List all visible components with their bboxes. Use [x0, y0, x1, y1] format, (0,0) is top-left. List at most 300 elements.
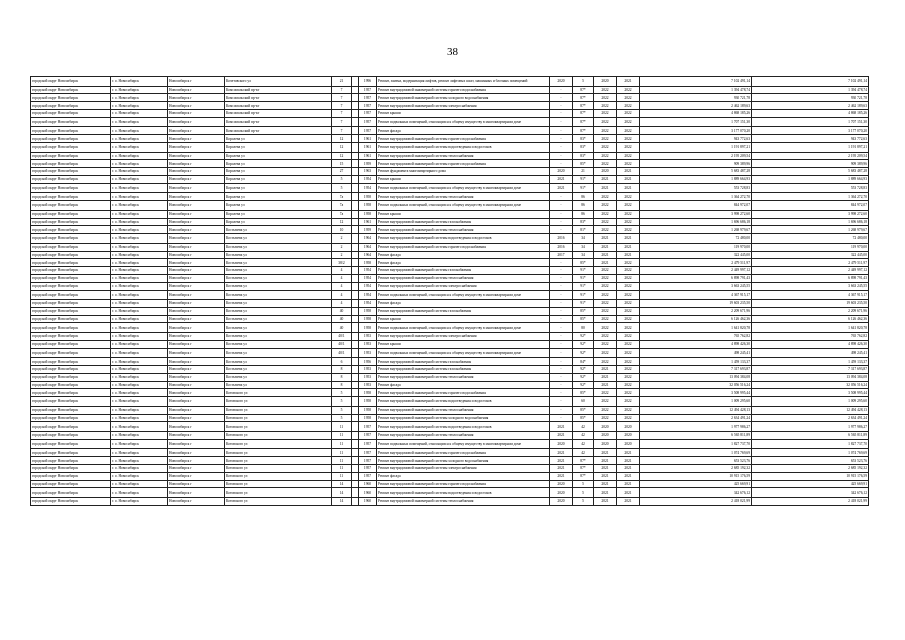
table-row	[31, 389, 869, 397]
cell-work-type: Ремонт крыши	[377, 109, 550, 117]
cell-wear-percent: 84*	[573, 358, 594, 366]
table-row	[31, 251, 869, 259]
cell-street: Костычева ул	[225, 251, 332, 259]
cell-district: г. о. Новосибирск	[111, 414, 168, 422]
cell-end-year: 2022	[617, 282, 640, 290]
cell-cost: 1 191 897,21	[640, 142, 752, 152]
cell-house-number: 4	[332, 267, 352, 275]
table-row	[31, 414, 869, 422]
cell-start-year: 2022	[594, 109, 617, 117]
cell-district: г. о. Новосибирск	[111, 243, 168, 251]
cell-building	[352, 127, 359, 135]
cell-start-year: 2022	[594, 315, 617, 323]
cell-plan-year: 2020	[550, 168, 573, 176]
cell-start-year: 2020	[594, 439, 617, 449]
cell-city: Новосибирск г	[168, 290, 225, 300]
cell-end-year: 2022	[617, 117, 640, 127]
cell-total-cost: 1 977 986,27	[752, 422, 869, 432]
cell-wear-percent: 87*	[573, 457, 594, 465]
cell-total-cost: 2 209 671,96	[752, 307, 869, 315]
cell-end-year: 2021	[617, 449, 640, 457]
cell-house-number: 40/1	[332, 340, 352, 348]
cell-wear-percent: 86	[573, 193, 594, 201]
cell-total-cost: 7 317 693,87	[752, 366, 869, 374]
cell-built-year: 1957	[359, 422, 377, 432]
cell-cost: 3 177 070,20	[640, 127, 752, 135]
cell-cost: 1 074 769,69	[640, 449, 752, 457]
table-row	[31, 323, 869, 333]
cell-municipality: городской округ Новосибирск	[31, 86, 111, 94]
cell-work-type: Ремонт внутридомовой инженерной системы водоотведения и водостоков	[377, 142, 550, 152]
cell-municipality: городской округ Новосибирск	[31, 168, 111, 176]
table-row	[31, 406, 869, 414]
cell-start-year: 2022	[594, 323, 617, 333]
cell-municipality: городской округ Новосибирск	[31, 488, 111, 498]
cell-street: Костычева ул	[225, 381, 332, 389]
cell-built-year: 1957	[359, 439, 377, 449]
cell-street: Котовского ул	[225, 439, 332, 449]
cell-wear-percent: 85*	[573, 406, 594, 414]
cell-plan-year: 2020	[550, 480, 573, 488]
cell-house-number: 6	[332, 358, 352, 366]
cell-plan-year: -	[550, 102, 573, 110]
cell-cost: 342 676,12	[640, 488, 752, 498]
table-row	[31, 160, 869, 168]
cell-city: Новосибирск г	[168, 259, 225, 267]
cell-wear-percent: 92*	[573, 381, 594, 389]
cell-city: Новосибирск г	[168, 109, 225, 117]
cell-work-type: Ремонт внутридомовой инженерной системы теплоснабжения	[377, 193, 550, 201]
cell-house-number: 11	[332, 457, 352, 465]
cell-work-type: Ремонт внутридомовой инженерной системы горячего водоснабжения	[377, 389, 550, 397]
cell-start-year: 2020	[594, 432, 617, 440]
cell-plan-year: -	[550, 358, 573, 366]
cell-cost: 2 462 189,63	[640, 102, 752, 110]
cell-built-year: 1958	[359, 307, 377, 315]
cell-start-year: 2022	[594, 300, 617, 308]
cell-plan-year: 2021	[550, 472, 573, 480]
cell-wear-percent: 85*	[573, 160, 594, 168]
cell-wear-percent: 5	[573, 488, 594, 498]
cell-end-year: 2022	[617, 226, 640, 234]
cell-total-cost: 12 494 428,13	[752, 406, 869, 414]
cell-district: г. о. Новосибирск	[111, 117, 168, 127]
cell-built-year: 1958	[359, 323, 377, 333]
cell-end-year: 2022	[617, 274, 640, 282]
cell-municipality: городской округ Новосибирск	[31, 152, 111, 160]
cell-built-year: 1964	[359, 243, 377, 251]
table-row	[31, 168, 869, 176]
cell-plan-year: 2021	[550, 422, 573, 432]
cell-city: Новосибирск г	[168, 274, 225, 282]
cell-city: Новосибирск г	[168, 373, 225, 381]
cell-total-cost: 72 480,00	[752, 234, 869, 244]
cell-city: Новосибирск г	[168, 449, 225, 457]
cell-total-cost: 2 685 192,32	[752, 465, 869, 473]
cell-plan-year: 2021	[550, 457, 573, 465]
table-row	[31, 465, 869, 473]
cell-municipality: городской округ Новосибирск	[31, 77, 111, 87]
cell-district: г. о. Новосибирск	[111, 439, 168, 449]
cell-end-year: 2022	[617, 389, 640, 397]
cell-total-cost: 1 191 897,21	[752, 142, 869, 152]
cell-work-type: Ремонт подвальных помещений, относящихся к общему имуществу в многоквартирном доме	[377, 117, 550, 127]
cell-house-number: 7	[332, 86, 352, 94]
cell-start-year: 2021	[594, 381, 617, 389]
cell-work-type: Ремонт внутридомовой инженерной системы теплоснабжения	[377, 226, 550, 234]
cell-total-cost: 765 762,82	[752, 333, 869, 341]
cell-total-cost: 930 721,78	[752, 94, 869, 102]
cell-end-year: 2021	[617, 183, 640, 193]
cell-district: г. о. Новосибирск	[111, 498, 168, 506]
cell-end-year: 2022	[617, 406, 640, 414]
cell-house-number: 40	[332, 307, 352, 315]
cell-plan-year: 2016	[550, 234, 573, 244]
cell-house-number: 5	[332, 175, 352, 183]
cell-street: Костычева ул	[225, 315, 332, 323]
cell-plan-year: -	[550, 406, 573, 414]
cell-built-year: 1956	[359, 358, 377, 366]
cell-total-cost: 2 462 189,63	[752, 102, 869, 110]
cell-street: Королева ул	[225, 142, 332, 152]
cell-work-type: Ремонт внутридомовой инженерной системы теплоснабжения	[377, 152, 550, 160]
cell-city: Новосибирск г	[168, 243, 225, 251]
cell-work-type: Ремонт фасада	[377, 127, 550, 135]
cell-built-year: 1953	[359, 381, 377, 389]
cell-start-year: 2021	[594, 366, 617, 374]
cell-cost: 72 480,00	[640, 234, 752, 244]
cell-start-year: 2020	[594, 422, 617, 432]
table-row	[31, 472, 869, 480]
cell-built-year: 1961	[359, 152, 377, 160]
cell-built-year: 1957	[359, 109, 377, 117]
cell-district: г. о. Новосибирск	[111, 358, 168, 366]
cell-cost: 6 126 462,36	[640, 315, 752, 323]
cell-house-number: 40	[332, 315, 352, 323]
cell-wear-percent: 42	[573, 422, 594, 432]
cell-total-cost: 1 641 820,78	[752, 323, 869, 333]
cell-start-year: 2022	[594, 414, 617, 422]
cell-plan-year: -	[550, 333, 573, 341]
cell-end-year: 2022	[617, 86, 640, 94]
cell-work-type: Ремонт внутридомовой инженерной системы горячего водоснабжения	[377, 86, 550, 94]
cell-total-cost: 909 389,96	[752, 160, 869, 168]
cell-house-number: 12	[332, 152, 352, 160]
cell-end-year: 2022	[617, 373, 640, 381]
cell-house-number: 2	[332, 243, 352, 251]
cell-cost: 1 696 686,18	[640, 218, 752, 226]
cell-plan-year: -	[550, 323, 573, 333]
cell-cost: 1 707 151,30	[640, 117, 752, 127]
cell-wear-percent: 86	[573, 201, 594, 211]
cell-cost: 3 508 995,44	[640, 389, 752, 397]
cell-cost: 6 898 791,43	[640, 274, 752, 282]
cell-built-year: 1957	[359, 127, 377, 135]
cell-total-cost: 1 074 769,69	[752, 449, 869, 457]
cell-end-year: 2021	[617, 488, 640, 498]
cell-street: Костычева ул	[225, 348, 332, 358]
cell-plan-year: -	[550, 290, 573, 300]
cell-wear-percent: 87*	[573, 102, 594, 110]
cell-plan-year: -	[550, 381, 573, 389]
cell-start-year: 2022	[594, 274, 617, 282]
cell-work-type: Ремонт внутридомовой инженерной системы горячего водоснабжения	[377, 243, 550, 251]
cell-total-cost: 10 915 176,59	[752, 472, 869, 480]
cell-house-number: 27	[332, 168, 352, 176]
cell-house-number: 5	[332, 414, 352, 422]
cell-district: г. о. Новосибирск	[111, 333, 168, 341]
cell-house-number: 4	[332, 300, 352, 308]
cell-work-type: Ремонт подвальных помещений, относящихся к общему имуществу в многоквартирном доме	[377, 201, 550, 211]
cell-building	[352, 315, 359, 323]
cell-built-year: 1954	[359, 175, 377, 183]
cell-house-number: 11	[332, 432, 352, 440]
cell-total-cost: 1 394 478,74	[752, 86, 869, 94]
cell-total-cost: 13 094 384,08	[752, 373, 869, 381]
cell-city: Новосибирск г	[168, 117, 225, 127]
cell-district: г. о. Новосибирск	[111, 340, 168, 348]
cell-work-type: Ремонт крыши	[377, 210, 550, 218]
cell-plan-year: 2021	[550, 183, 573, 193]
cell-cost: 2 418 021,99	[640, 498, 752, 506]
table-row	[31, 274, 869, 282]
cell-street: Котовского ул	[225, 457, 332, 465]
cell-work-type: Ремонт подвальных помещений, относящихся к общему имуществу в многоквартирном доме	[377, 439, 550, 449]
cell-city: Новосибирск г	[168, 127, 225, 135]
cell-building	[352, 472, 359, 480]
cell-city: Новосибирск г	[168, 251, 225, 259]
cell-work-type: Ремонт крыши	[377, 340, 550, 348]
cell-municipality: городской округ Новосибирск	[31, 366, 111, 374]
cell-end-year: 2022	[617, 135, 640, 143]
cell-end-year: 2021	[617, 243, 640, 251]
cell-cost: 322 445,00	[640, 251, 752, 259]
cell-total-cost: 119 970,00	[752, 243, 869, 251]
cell-start-year: 2022	[594, 94, 617, 102]
cell-building	[352, 183, 359, 193]
cell-district: г. о. Новосибирск	[111, 422, 168, 432]
cell-plan-year: -	[550, 300, 573, 308]
cell-built-year: 1954	[359, 290, 377, 300]
cell-start-year: 2022	[594, 201, 617, 211]
cell-district: г. о. Новосибирск	[111, 175, 168, 183]
cell-wear-percent: 86	[573, 210, 594, 218]
cell-built-year: 1957	[359, 86, 377, 94]
cell-plan-year: 2021	[550, 432, 573, 440]
cell-wear-percent: 80	[573, 323, 594, 333]
cell-building	[352, 498, 359, 506]
cell-work-type: Ремонт внутридомовой инженерной системы газоснабжения	[377, 366, 550, 374]
cell-wear-percent: 42	[573, 439, 594, 449]
cell-total-cost: 2 634 491,24	[752, 414, 869, 422]
cell-house-number: 12	[332, 218, 352, 226]
cell-district: г. о. Новосибирск	[111, 102, 168, 110]
cell-end-year: 2022	[617, 152, 640, 160]
cell-building	[352, 333, 359, 341]
cell-built-year: 1954	[359, 267, 377, 275]
cell-built-year: 1958	[359, 193, 377, 201]
cell-cost: 930 721,78	[640, 94, 752, 102]
cell-built-year: 1959	[359, 226, 377, 234]
cell-city: Новосибирск г	[168, 333, 225, 341]
cell-building	[352, 389, 359, 397]
cell-wear-percent: 83*	[573, 218, 594, 226]
cell-wear-percent: 87*	[573, 465, 594, 473]
table-row	[31, 218, 869, 226]
table-row	[31, 432, 869, 440]
cell-house-number: 5	[332, 397, 352, 407]
table-row	[31, 267, 869, 275]
cell-city: Новосибирск г	[168, 300, 225, 308]
cell-district: г. о. Новосибирск	[111, 201, 168, 211]
cell-house-number: 4	[332, 274, 352, 282]
cell-plan-year: -	[550, 348, 573, 358]
table-row	[31, 142, 869, 152]
cell-cost: 6 565 811,89	[640, 432, 752, 440]
cell-plan-year: -	[550, 340, 573, 348]
cell-municipality: городской округ Новосибирск	[31, 226, 111, 234]
cell-district: г. о. Новосибирск	[111, 152, 168, 160]
cell-end-year: 2020	[617, 432, 640, 440]
cell-built-year: 1960	[359, 480, 377, 488]
cell-cost: 3 663 245,55	[640, 282, 752, 290]
cell-plan-year: 2020	[550, 77, 573, 87]
cell-district: г. о. Новосибирск	[111, 160, 168, 168]
cell-cost: 7 102 491,14	[640, 77, 752, 87]
cell-house-number: 40/1	[332, 333, 352, 341]
cell-building	[352, 406, 359, 414]
cell-built-year: 1957	[359, 102, 377, 110]
cell-municipality: городской округ Новосибирск	[31, 160, 111, 168]
cell-wear-percent: 85*	[573, 259, 594, 267]
cell-municipality: городской округ Новосибирск	[31, 457, 111, 465]
table-row	[31, 449, 869, 457]
table-row	[31, 86, 869, 94]
cell-built-year: 1958	[359, 389, 377, 397]
cell-city: Новосибирск г	[168, 168, 225, 176]
cell-start-year: 2022	[594, 406, 617, 414]
cell-built-year: 1954	[359, 183, 377, 193]
cell-built-year: 1953	[359, 333, 377, 341]
table-row	[31, 397, 869, 407]
table-row	[31, 183, 869, 193]
cell-plan-year: -	[550, 142, 573, 152]
cell-built-year: 1959	[359, 160, 377, 168]
cell-start-year: 2022	[594, 307, 617, 315]
cell-house-number: 14	[332, 480, 352, 488]
cell-district: г. о. Новосибирск	[111, 168, 168, 176]
cell-building	[352, 142, 359, 152]
cell-city: Новосибирск г	[168, 183, 225, 193]
cell-building	[352, 86, 359, 94]
cell-building	[352, 488, 359, 498]
cell-cost: 1 977 986,27	[640, 422, 752, 432]
cell-wear-percent: 34	[573, 234, 594, 244]
cell-start-year: 2022	[594, 102, 617, 110]
cell-built-year: 1964	[359, 234, 377, 244]
cell-work-type: Ремонт внутридомовой инженерной системы теплоснабжения	[377, 373, 550, 381]
cell-district: г. о. Новосибирск	[111, 472, 168, 480]
cell-work-type: Ремонт фасада	[377, 259, 550, 267]
cell-municipality: городской округ Новосибирск	[31, 102, 111, 110]
table-row	[31, 457, 869, 465]
cell-district: г. о. Новосибирск	[111, 432, 168, 440]
table-row	[31, 315, 869, 323]
cell-built-year: 1953	[359, 340, 377, 348]
cell-plan-year: -	[550, 109, 573, 117]
capital-repair-table	[30, 76, 869, 506]
cell-municipality: городской округ Новосибирск	[31, 472, 111, 480]
cell-work-type: Ремонт внутридомовой инженерной системы холодного водоснабжения	[377, 457, 550, 465]
cell-street: Котовского ул	[225, 480, 332, 488]
cell-building	[352, 366, 359, 374]
cell-building	[352, 234, 359, 244]
cell-wear-percent: 42	[573, 449, 594, 457]
cell-building	[352, 449, 359, 457]
cell-cost: 19 603 235,50	[640, 300, 752, 308]
cell-wear-percent: 87*	[573, 94, 594, 102]
cell-municipality: городской округ Новосибирск	[31, 373, 111, 381]
cell-street: Костычева ул	[225, 282, 332, 290]
cell-built-year: 1961	[359, 135, 377, 143]
cell-start-year: 2022	[594, 226, 617, 234]
cell-municipality: городской округ Новосибирск	[31, 210, 111, 218]
cell-cost: 4 868 185,26	[640, 109, 752, 117]
cell-building	[352, 160, 359, 168]
cell-start-year: 2021	[594, 480, 617, 488]
cell-district: г. о. Новосибирск	[111, 193, 168, 201]
cell-house-number: 7	[332, 109, 352, 117]
cell-end-year: 2022	[617, 358, 640, 366]
cell-house-number: 2	[332, 234, 352, 244]
cell-municipality: городской округ Новосибирск	[31, 422, 111, 432]
cell-work-type: Ремонт фасада	[377, 472, 550, 480]
cell-building	[352, 175, 359, 183]
cell-plan-year: -	[550, 315, 573, 323]
cell-plan-year: 2021	[550, 175, 573, 183]
cell-start-year: 2021	[594, 457, 617, 465]
table-row	[31, 210, 869, 218]
table-row	[31, 152, 869, 160]
cell-street: Костычева ул	[225, 358, 332, 366]
cell-street: Костычева ул	[225, 243, 332, 251]
cell-cost: 1 641 820,78	[640, 323, 752, 333]
cell-city: Новосибирск г	[168, 348, 225, 358]
cell-street: Комсомольский пр-кт	[225, 109, 332, 117]
cell-street: Котовского ул	[225, 488, 332, 498]
cell-total-cost: 322 445,00	[752, 251, 869, 259]
cell-house-number: 40	[332, 323, 352, 333]
cell-plan-year: -	[550, 226, 573, 234]
cell-total-cost: 943 772,63	[752, 135, 869, 143]
cell-built-year: 1957	[359, 449, 377, 457]
cell-end-year: 2021	[617, 498, 640, 506]
cell-cost: 909 389,96	[640, 160, 752, 168]
cell-house-number: 8	[332, 366, 352, 374]
cell-district: г. о. Новосибирск	[111, 488, 168, 498]
cell-street: Костычева ул	[225, 226, 332, 234]
cell-plan-year: -	[550, 282, 573, 290]
cell-built-year: 1953	[359, 373, 377, 381]
cell-house-number: 5	[332, 183, 352, 193]
cell-cost: 4 898 426,30	[640, 340, 752, 348]
cell-municipality: городской округ Новосибирск	[31, 109, 111, 117]
cell-start-year: 2022	[594, 267, 617, 275]
cell-municipality: городской округ Новосибирск	[31, 480, 111, 488]
cell-end-year: 2021	[617, 175, 640, 183]
cell-municipality: городской округ Новосибирск	[31, 127, 111, 135]
cell-building	[352, 77, 359, 87]
